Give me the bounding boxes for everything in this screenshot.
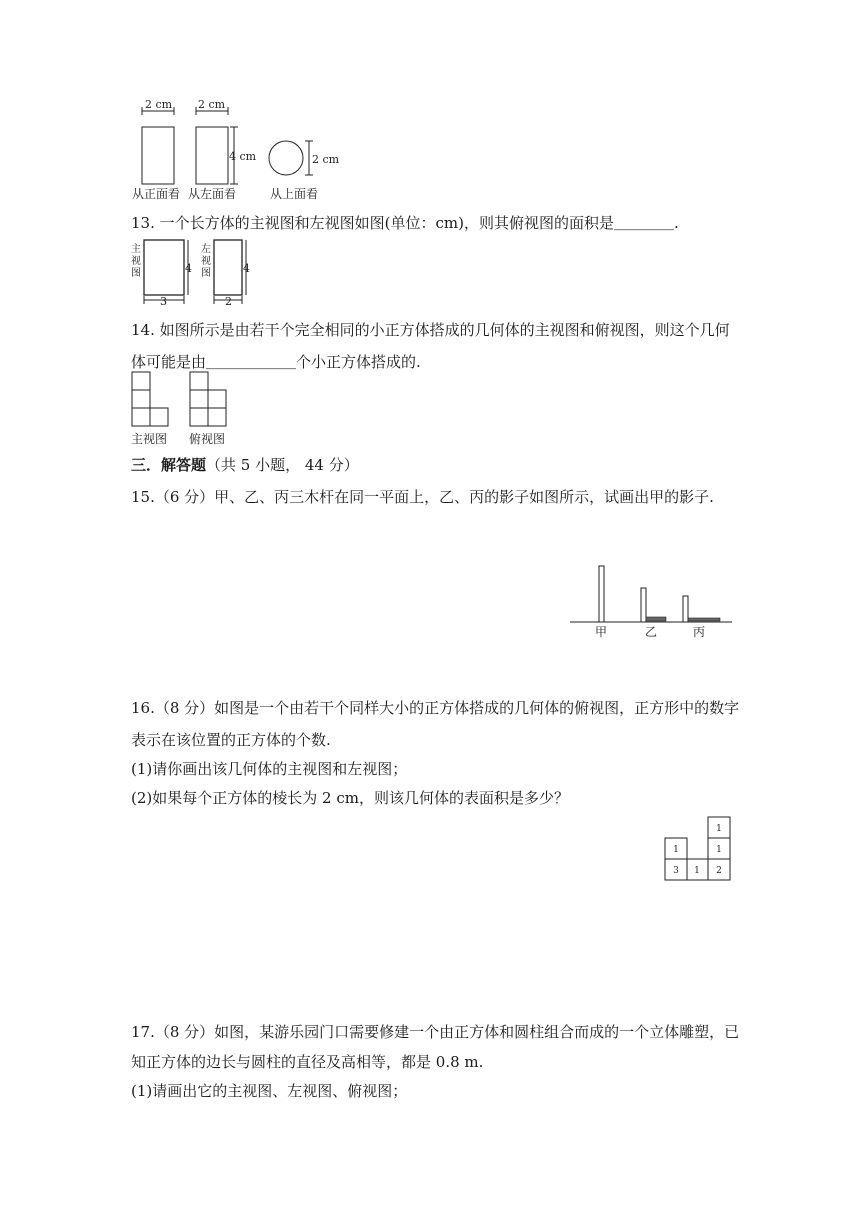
figure-q16-top-view-grid bbox=[664, 816, 734, 882]
q12-label-top: 从上面看 bbox=[270, 187, 319, 201]
q12-label-front: 从正面看 bbox=[132, 187, 181, 201]
q16-part2: (2)如果每个正方体的棱长为 2 cm，则该几何体的表面积是多少？ bbox=[131, 789, 569, 807]
q13-main-label: 主视图 bbox=[131, 244, 141, 279]
q12-left-width: 2 cm bbox=[198, 98, 226, 111]
q16-cell-top-right: 1 bbox=[716, 824, 722, 834]
q17-text-line2: 知正方体的边长与圆柱的直径及高相等，都是 0.8 m. bbox=[131, 1053, 484, 1071]
q16-grid-drawing bbox=[664, 816, 734, 882]
q15-label-yi: 乙 bbox=[645, 625, 658, 639]
q13-left-label: 左视图 bbox=[201, 244, 211, 279]
q16-cell-bottom-middle: 1 bbox=[694, 866, 700, 876]
q14-views-drawing bbox=[130, 370, 240, 432]
q13-views-drawing bbox=[130, 236, 260, 308]
q13-main-width: 3 bbox=[160, 295, 167, 308]
q12-front-width: 2 cm bbox=[145, 98, 173, 111]
q16-part1: (1)请你画出该几何体的主视图和左视图； bbox=[131, 760, 408, 778]
q14-main-label: 主视图 bbox=[131, 432, 168, 446]
q16-cell-bottom-right: 2 bbox=[716, 866, 722, 876]
q15-label-jia: 甲 bbox=[595, 625, 608, 639]
q16-text-line1: 16.（8 分）如图是一个由若干个同样大小的正方体搭成的几何体的俯视图，正方形中的数字 bbox=[131, 699, 740, 717]
q13-main-height: 4 bbox=[185, 262, 192, 275]
figure-q13-views bbox=[130, 236, 260, 308]
q13-text: 13. 一个长方体的主视图和左视图如图(单位：cm)，则其俯视图的面积是＿＿＿＿. bbox=[131, 214, 679, 232]
q12-label-left: 从左面看 bbox=[188, 187, 237, 201]
q13-left-width: 2 bbox=[225, 295, 232, 308]
q12-top-diameter: 2 cm bbox=[312, 153, 340, 166]
q15-label-bing: 丙 bbox=[693, 625, 706, 639]
q13-left-height: 4 bbox=[243, 262, 250, 275]
section-3-header bbox=[131, 455, 359, 475]
q16-cell-mid-right: 1 bbox=[716, 845, 722, 855]
section-3-note: （共 5 小题， 44 分） bbox=[206, 456, 359, 474]
q14-top-label: 俯视图 bbox=[189, 432, 226, 446]
q16-text-line2: 表示在该位置的正方体的个数. bbox=[131, 731, 331, 749]
q14-text-line2: 体可能是由＿＿＿＿＿＿个小正方体搭成的. bbox=[131, 353, 421, 371]
figure-q14-views bbox=[130, 370, 240, 432]
q15-text: 15.（6 分）甲、乙、丙三木杆在同一平面上，乙、丙的影子如图所示，试画出甲的影子. bbox=[131, 488, 714, 506]
q17-part1: (1)请画出它的主视图、左视图、俯视图； bbox=[131, 1082, 408, 1100]
section-3-title: 三．解答题 bbox=[131, 456, 207, 474]
q14-text-line1: 14. 如图所示是由若干个完全相同的小正方体搭成的几何体的主视图和俯视图，则这个几何 bbox=[131, 321, 730, 339]
q16-cell-mid-left: 1 bbox=[673, 845, 679, 855]
q17-text-line1: 17.（8 分）如图，某游乐园门口需要修建一个由正方体和圆柱组合而成的一个立体雕塑，已 bbox=[131, 1023, 740, 1041]
q12-left-height: 4 cm bbox=[229, 150, 257, 163]
q16-cell-bottom-left: 3 bbox=[673, 866, 679, 876]
